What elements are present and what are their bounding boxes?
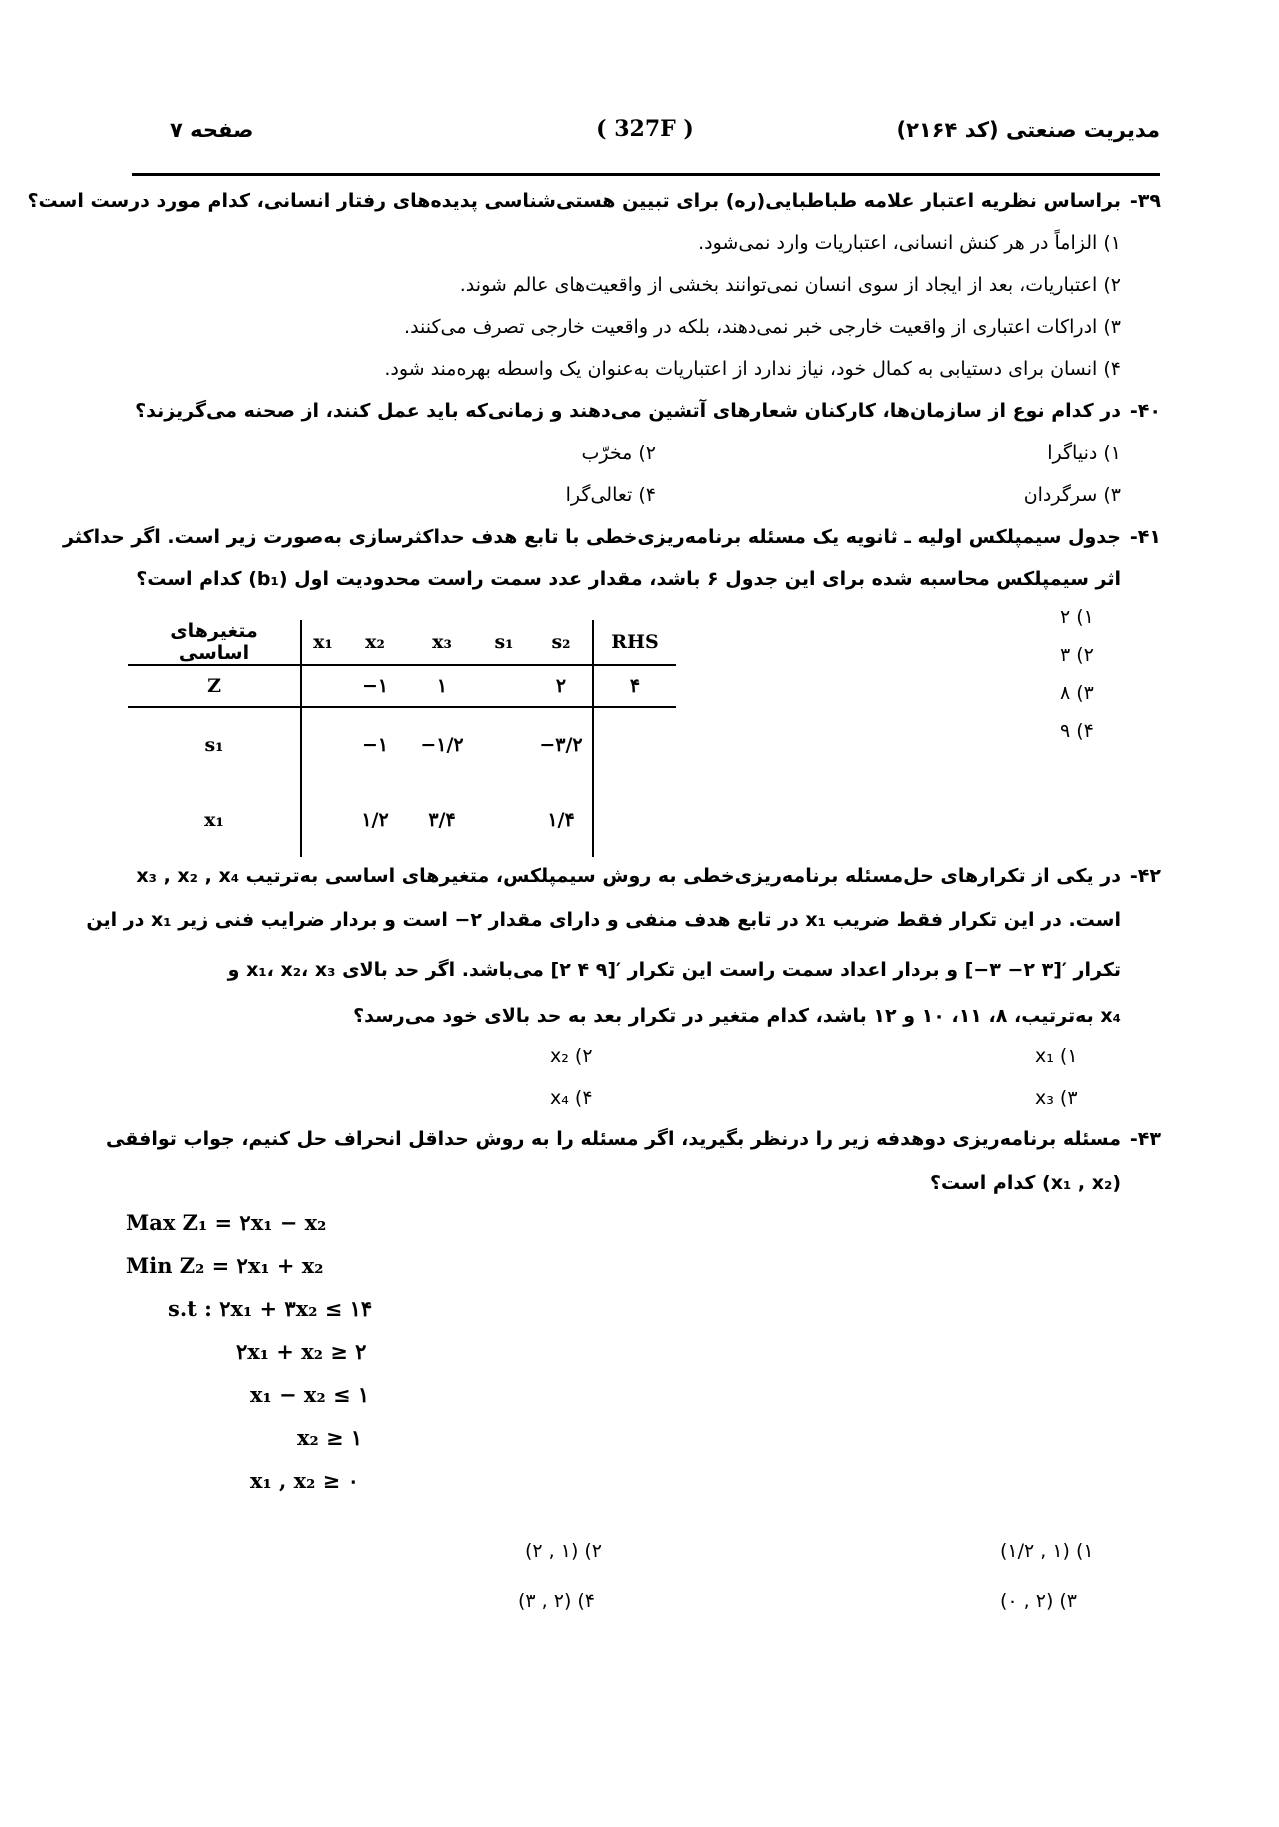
question-number: ۴۰- xyxy=(1129,400,1161,422)
question-stem-line-1: جدول سیمپلکس اولیه ـ ثانویه یک مسئله برنامه‌ریزی‌خطی با تابع هدف حداکثرسازی به‌صورت زیر است. اگر حداکثر xyxy=(63,526,1121,548)
table-cell xyxy=(301,782,344,857)
question-number: ۴۳- xyxy=(1129,1128,1161,1150)
table-cell: ۴ xyxy=(593,665,676,707)
table-cell: ۱/۴ xyxy=(530,782,593,857)
table-cell: ۱ xyxy=(406,665,478,707)
nonnegativity-constraint: x₁ , x₂ ≥ ۰ xyxy=(250,1468,359,1493)
basic-variables-header: متغیرهای اساسی xyxy=(128,620,301,665)
option-1: ۱) دنیاگرا xyxy=(1047,442,1121,464)
booklet-code: ( 327F ) xyxy=(596,116,694,142)
question-number: ۴۲- xyxy=(1129,865,1161,887)
option-4: ۹ (۴ xyxy=(1060,720,1094,742)
option-3: ۳) ادراکات اعتباری از واقعیت خارجی خبر نمی‌دهند، بلکه در واقعیت خارجی تصرف می‌کنند. xyxy=(404,316,1121,338)
row-label: Z xyxy=(128,665,301,707)
table-header-row xyxy=(128,620,676,665)
constraint-1: s.t : ۲x₁ + ۳x₂ ≤ ۱۴ xyxy=(168,1296,373,1321)
course-title: مدیریت صنعتی (کد ۲۱۶۴) xyxy=(896,118,1160,142)
option-2: x₂ (۲ xyxy=(550,1045,593,1067)
question-line-4: x₄ به‌ترتیب، ۸، ۱۱، ۱۰ و ۱۲ باشد، کدام متغیر در تکرار بعد به حد بالای خود می‌رسد؟ xyxy=(353,1005,1121,1027)
objective-min-z2: Min Z₂ = ۲x₁ + x₂ xyxy=(126,1253,324,1278)
table-cell: −۱ xyxy=(361,734,389,756)
table-cell xyxy=(301,707,344,782)
option-4: ۴) انسان برای دستیابی به کمال خود، نیاز ندارد از اعتباریات به‌عنوان یک واسطه بهره‌مند شود. xyxy=(384,358,1121,380)
option-4: ۴) تعالی‌گرا xyxy=(565,484,656,506)
option-2: ۲) اعتباریات، بعد از ایجاد از سوی انسان نمی‌توانند بخشی از واقعیت‌های عالم شوند. xyxy=(459,274,1121,296)
objective-max-z1: Max Z₁ = ۲x₁ − x₂ xyxy=(126,1210,327,1235)
option-4: x₄ (۴ xyxy=(550,1087,593,1109)
page-number: صفحه ۷ xyxy=(170,118,254,142)
question-line-2: است. در این تکرار فقط ضریب x₁ در تابع هدف منفی و دارای مقدار ۲− است و بردار ضرایب فنی زیر x₁ در این xyxy=(86,909,1121,931)
table-cell: −۱ xyxy=(344,665,406,707)
constraint-2: ۲x₁ + x₂ ≥ ۲ xyxy=(236,1339,367,1364)
question-number: ۴۱- xyxy=(1129,526,1161,548)
question-number: ۳۹- xyxy=(1129,190,1161,212)
table-cell xyxy=(478,782,530,857)
table-row xyxy=(128,707,676,782)
q41-options xyxy=(1060,606,1094,758)
table-cell: −۱/۲ xyxy=(420,734,464,756)
option-1: x₁ (۱ xyxy=(1035,1045,1078,1067)
question-stem: براساس نظریه اعتبار علامه طباطبایی(ره) برای تبیین هستی‌شناسی پدیده‌های رفتار انسانی، کدام مورد درست است؟ xyxy=(27,190,1121,212)
option-3: ۳) سرگردان xyxy=(1023,484,1121,506)
option-1: ۱) الزاماً در هر کنش انسانی، اعتباریات وارد نمی‌شود. xyxy=(698,232,1121,254)
col-header: s₂ xyxy=(530,620,593,665)
table-cell: ۱/۲ xyxy=(361,808,389,831)
constraint-3: x₁ − x₂ ≤ ۱ xyxy=(250,1382,370,1407)
table-cell xyxy=(478,665,530,707)
option-2: ۳ (۲ xyxy=(1060,644,1094,666)
header-divider xyxy=(132,173,1160,176)
simplex-table xyxy=(128,620,676,857)
option-2: (۲ , ۱) (۲ xyxy=(525,1540,603,1562)
question-line-3: تکرار ′[۳ ۲− ۳−] و بردار اعداد سمت راست این تکرار ′[۹ ۴ ۲] می‌باشد. اگر حد بالای x₁، x₂، x₃ و xyxy=(227,959,1121,981)
table-row xyxy=(128,782,676,857)
option-4: (۳ , ۲) (۴ xyxy=(518,1590,596,1612)
table-cell: ۲ xyxy=(530,665,593,707)
question-stem-line-2: اثر سیمپلکس محاسبه شده برای این جدول ۶ باشد، مقدار عدد سمت راست محدودیت اول (b₁) کدام است؟ xyxy=(136,568,1121,590)
option-1: ۲ (۱ xyxy=(1060,606,1094,628)
option-3: x₃ (۳ xyxy=(1035,1087,1078,1109)
col-header: x₂ xyxy=(344,620,406,665)
question-line-2: (x₁ , x₂) کدام است؟ xyxy=(929,1172,1121,1194)
row-label: x₁ xyxy=(128,782,301,857)
question-line-1: در یکی از تکرارهای حل‌مسئله برنامه‌ریزی‌خطی به روش سیمپلکس، متغیرهای اساسی به‌ترتیب x₃ , x₂ , x₄ xyxy=(136,865,1121,887)
question-line-1: مسئله برنامه‌ریزی دوهدفه زیر را درنظر بگیرید، اگر مسئله را به روش حداقل انحراف حل کنیم، جواب توافقی xyxy=(106,1128,1121,1150)
col-header: RHS xyxy=(593,620,676,665)
table-cell: ۳/۴ xyxy=(428,808,456,831)
table-cell: −۳/۲ xyxy=(530,707,593,782)
question-stem: در کدام نوع از سازمان‌ها، کارکنان شعارهای آتشین می‌دهند و زمانی‌که باید عمل کنند، از صحنه می‌گریزند؟ xyxy=(135,400,1121,422)
table-cell xyxy=(478,707,530,782)
table-cell xyxy=(593,707,676,782)
option-1: (۱/۲ , ۱) (۱ xyxy=(1000,1540,1094,1562)
table-row xyxy=(128,665,676,707)
option-2: ۲) مخرّب xyxy=(581,442,656,464)
col-header: s₁ xyxy=(478,620,530,665)
table-cell xyxy=(593,782,676,857)
page-header xyxy=(130,118,1160,158)
option-3: ۸ (۳ xyxy=(1060,682,1094,704)
col-header: x₃ xyxy=(406,620,478,665)
row-label: s₁ xyxy=(128,707,301,782)
constraint-4: x₂ ≥ ۱ xyxy=(297,1425,363,1450)
col-header: x₁ xyxy=(301,620,344,665)
table-cell xyxy=(301,665,344,707)
option-3: (۰ , ۲) (۳ xyxy=(1000,1590,1078,1612)
